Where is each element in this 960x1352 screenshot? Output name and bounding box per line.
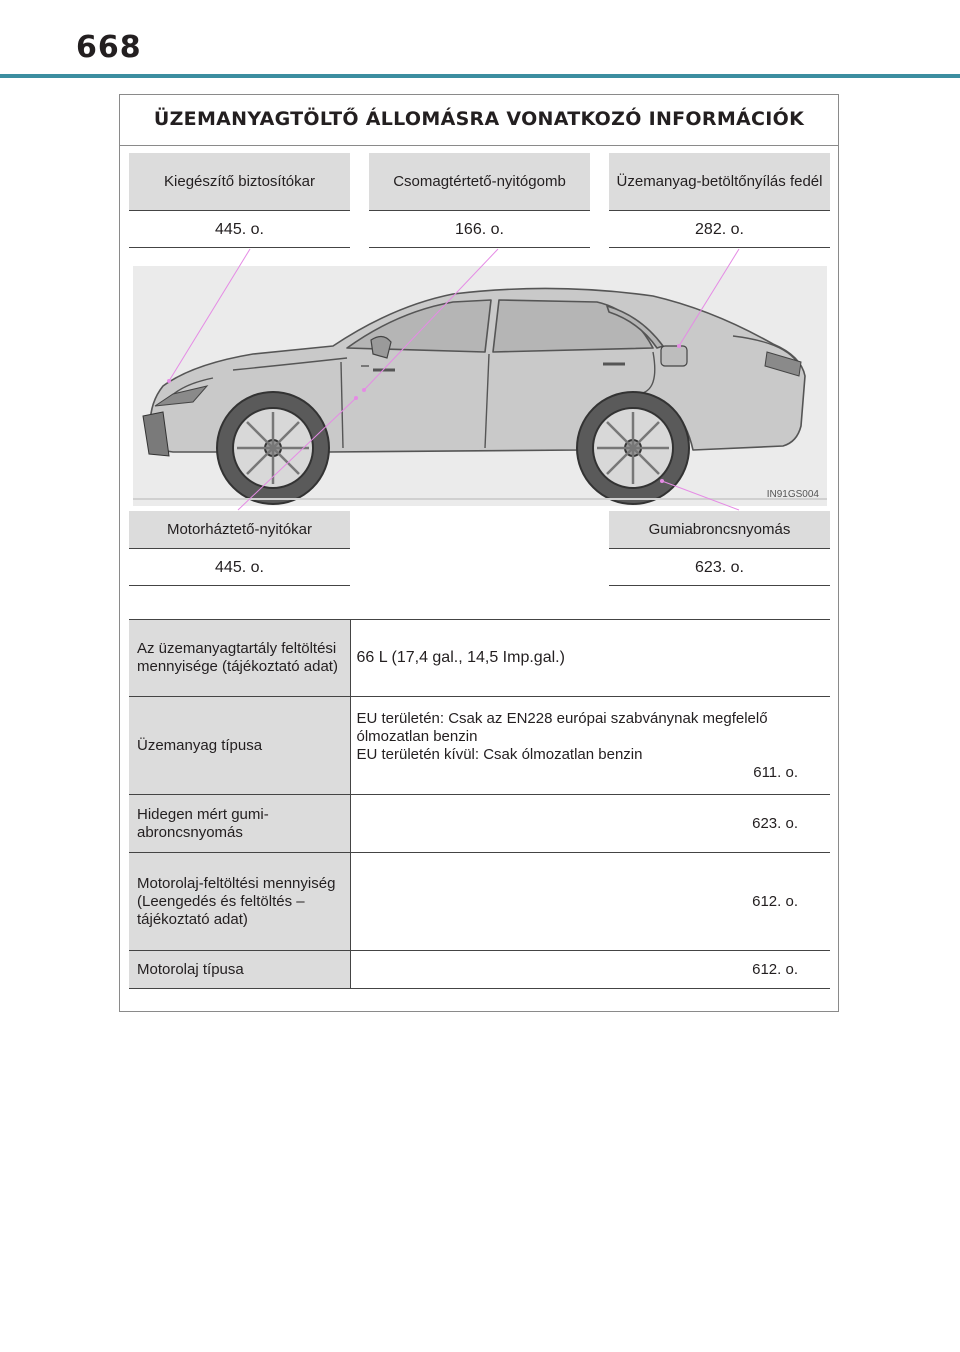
spec-value	[350, 620, 830, 697]
page-number: 668	[76, 30, 142, 65]
spec-page-ref: 623. o.	[752, 814, 798, 832]
spec-table	[129, 619, 830, 989]
callout-label: Üzemanyag-betöltőnyílás fedél	[609, 153, 830, 211]
car-illustration	[133, 266, 827, 506]
callout-page-ref: 445. o.	[129, 549, 350, 586]
callout-page-ref: 166. o.	[369, 211, 590, 248]
page-title: ÜZEMANYAGTÖLTŐ ÁLLOMÁSRA VONATKOZÓ INFORMÁCIÓK	[120, 95, 838, 146]
spec-value	[350, 795, 830, 853]
spec-value-line: EU területén kívül: Csak ólmozatlan benzin	[356, 745, 643, 763]
spec-key: Az üzemanyagtartály feltöltési mennyisége (tájékoztató adat)	[129, 620, 350, 697]
table-row	[129, 951, 830, 989]
table-row	[129, 795, 830, 853]
spec-key: Üzemanyag típusa	[129, 697, 350, 795]
callout-label: Motorháztető-nyitókar	[129, 511, 350, 549]
car-side-view	[133, 266, 827, 506]
spec-key: Hidegen mért gumi-abroncsnyomás	[129, 795, 350, 853]
callout-fuel-door	[609, 153, 830, 248]
spec-key: Motorolaj-feltöltési mennyiség (Leengedés és feltöltés – tájékoztató adat)	[129, 853, 350, 951]
callout-page-ref: 282. o.	[609, 211, 830, 248]
header-rule	[0, 74, 960, 78]
spec-value	[350, 697, 830, 795]
callout-label: Kiegészítő biztosítókar	[129, 153, 350, 211]
callout-page-ref: 623. o.	[609, 549, 830, 586]
callout-tire-pressure	[609, 511, 830, 586]
table-row	[129, 697, 830, 795]
callout-trunk-fuse	[129, 153, 350, 248]
callout-hood-lever	[129, 511, 350, 586]
callout-label: Csomagtértető-nyitógomb	[369, 153, 590, 211]
callout-label: Gumiabroncsnyomás	[609, 511, 830, 549]
spec-key: Motorolaj típusa	[129, 951, 350, 989]
spec-value-line: 66 L (17,4 gal., 14,5 Imp.gal.)	[356, 649, 565, 666]
spec-page-ref: 612. o.	[752, 892, 798, 910]
table-row	[129, 620, 830, 697]
image-code: IN91GS004	[766, 489, 819, 500]
callout-page-ref: 445. o.	[129, 211, 350, 248]
table-row	[129, 853, 830, 951]
spec-page-ref: 612. o.	[752, 960, 798, 978]
spec-value-line: EU területén: Csak az EN228 európai szabványnak megfelelő ólmozatlan benzin	[356, 709, 768, 745]
spec-page-ref: 611. o.	[753, 763, 798, 781]
spec-value	[350, 951, 830, 989]
callout-trunk-opener	[369, 153, 590, 248]
spec-value	[350, 853, 830, 951]
